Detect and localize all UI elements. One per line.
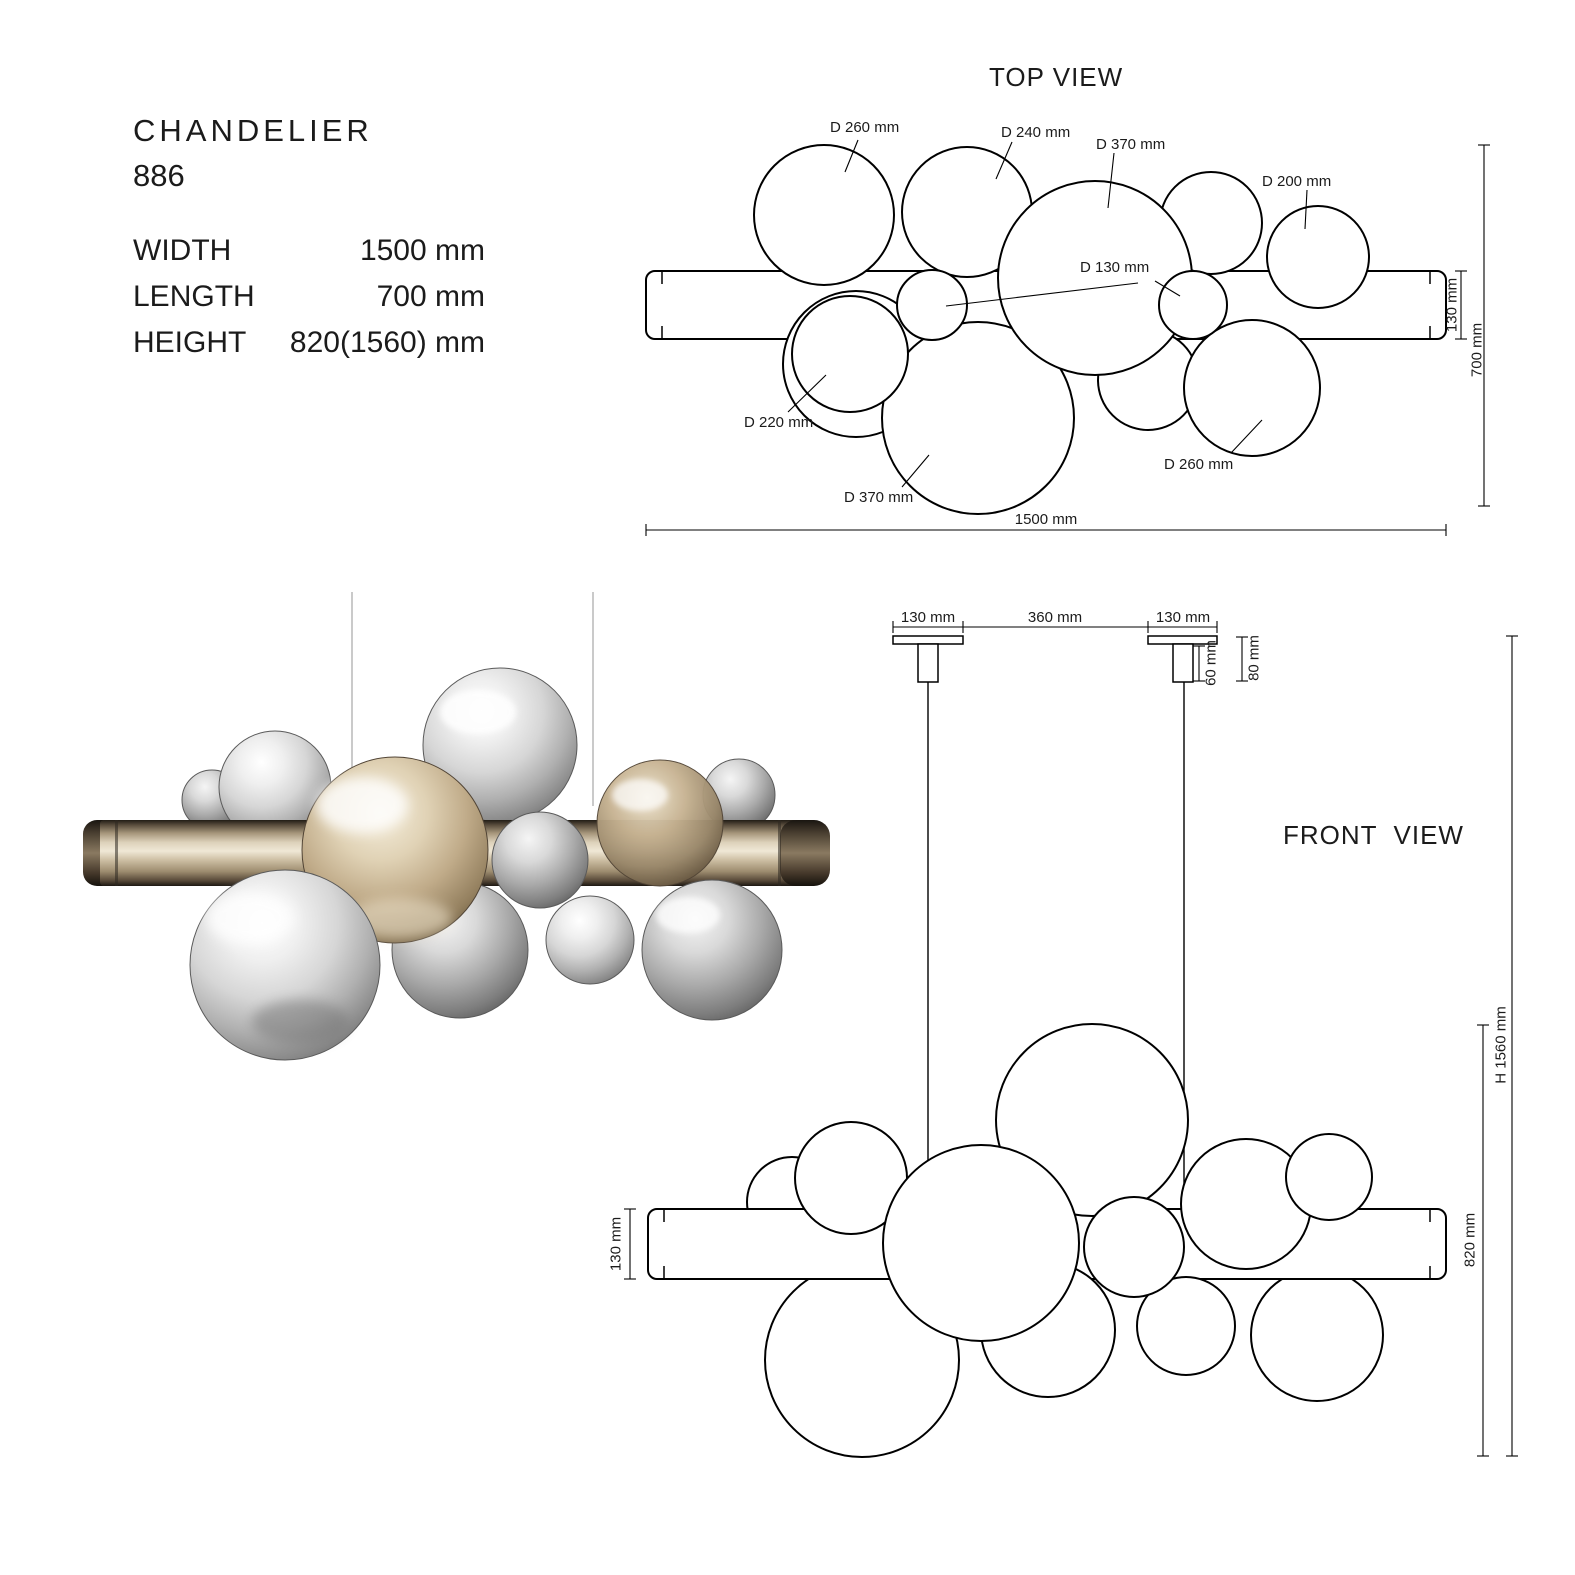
diameter-label-d260-top: D 260 mm [830,119,900,136]
spec-row-width [133,228,485,274]
top-view-title: TOP VIEW [989,62,1124,92]
spec-value: 700 mm [376,280,485,313]
dimension-label-fixture-height: 820 mm [1461,1212,1479,1268]
dimension-label-canopy-left: 130 mm [900,609,956,626]
spec-row-length [133,274,485,320]
dimension-label-canopy-spacing: 360 mm [1027,609,1083,626]
diameter-label-d370-top: D 370 mm [1096,136,1166,153]
spec-table [133,228,485,366]
diameter-label-d220-bottom: D 220 mm [744,414,814,431]
dimension-label-overall-width: 1500 mm [1014,511,1078,528]
glass-sphere [492,812,588,908]
dimension-label-tube-diameter-top-view: 130 mm [1443,277,1461,333]
top-view-bubbles [754,145,1369,514]
dimension-label-overall-depth: 700 mm [1468,322,1486,378]
product-name: CHANDELIER [133,113,373,148]
glass-sphere [642,880,782,1020]
glass-sphere [546,896,634,984]
diameter-label-d370-bottom: D 370 mm [844,489,914,506]
spec-value: 1500 mm [359,234,485,267]
product-render [83,592,830,1060]
product-model: 886 [133,158,185,193]
diameter-label-d200-right: D 200 mm [1262,173,1332,190]
spec-value: 820(1560) mm [289,326,485,359]
spec-label: WIDTH [133,234,232,267]
glass-sphere [597,760,723,886]
dimension-label-overall-height: H 1560 mm [1492,1006,1510,1084]
diameter-label-d240-top: D 240 mm [1001,124,1071,141]
title-block [133,110,485,366]
dimension-label-canopy-right: 130 mm [1155,609,1211,626]
spec-label: LENGTH [133,280,255,313]
front-view-drawing [624,621,1518,1457]
top-view-drawing [646,140,1490,536]
spec-label: HEIGHT [133,326,247,359]
dimension-label-canopy-height: 80 mm [1245,635,1263,681]
dimension-label-tube-diameter-front-view: 130 mm [607,1216,625,1272]
diameter-label-d130-center: D 130 mm [1080,259,1150,276]
spec-row-height [133,320,485,366]
diameter-label-d260-bottom: D 260 mm [1164,456,1234,473]
front-view-title: FRONT VIEW [1283,820,1464,850]
dimension-label-stem-height: 60 mm [1202,640,1220,686]
